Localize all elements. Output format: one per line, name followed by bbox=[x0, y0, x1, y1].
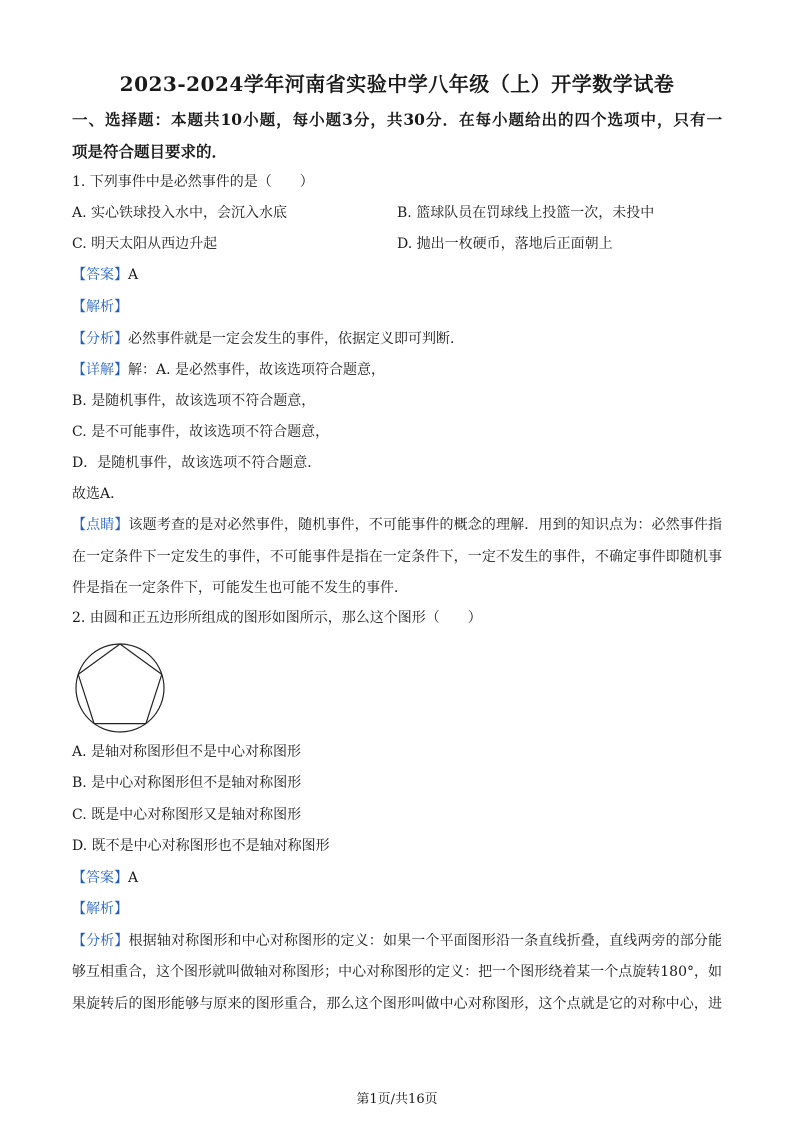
answer-value: A bbox=[128, 267, 139, 283]
comment-text-1: 该题考查的是对必然事件，随机事件，不可能事件的概念的理解．用到的知识点为：必然事件指 bbox=[128, 517, 723, 533]
fenxi-text-1: 根据轴对称图形和中心对称图形的定义：如果一个平面图形沿一条直线折叠，直线两旁的部分能 bbox=[128, 933, 723, 949]
q2-fenxi-line3: 果旋转后的图形能够与原来的图形重合，那么这个图形叫做中心对称图形，这个点就是它的对称中心，进 bbox=[72, 996, 722, 1012]
q1-fenxi bbox=[72, 329, 722, 349]
circle-pentagon-figure bbox=[72, 640, 168, 736]
q2-analysis-tag bbox=[72, 899, 722, 919]
q1-option-b: B. 篮球队员在罚球线上投篮一次，未投中 bbox=[397, 205, 655, 221]
q2-fenxi-line2: 够互相重合，这个图形就叫做轴对称图形；中心对称图形的定义：把一个图形绕着某一个点旋转180°，如 bbox=[72, 964, 722, 980]
q1-detail-b: B. 是随机事件，故该选项不符合题意， bbox=[72, 393, 316, 409]
q1-comment-line1 bbox=[72, 515, 722, 535]
detail-tag: 【详解】 bbox=[72, 362, 128, 378]
q1-option-c: C. 明天太阳从西边升起 bbox=[72, 236, 218, 252]
fenxi-tag: 【分析】 bbox=[72, 933, 129, 949]
answer-tag: 【答案】 bbox=[72, 870, 128, 886]
answer-value: A bbox=[128, 870, 139, 886]
q2-option-c: C. 既是中心对称图形又是轴对称图形 bbox=[72, 807, 302, 823]
page-number-footer: 第1页/共16页 bbox=[356, 1092, 438, 1107]
analysis-tag: 【解析】 bbox=[72, 299, 128, 315]
q1-stem: 1. 下列事件中是必然事件的是（ ） bbox=[72, 174, 314, 190]
section-heading-line2: 项是符合题目要求的． bbox=[72, 142, 228, 161]
q2-stem: 2. 由圆和正五边形所组成的图形如图所示，那么这个图形（ ） bbox=[72, 610, 482, 626]
q2-option-a: A. 是轴对称图形但不是中心对称图形 bbox=[72, 744, 302, 760]
q2-answer bbox=[72, 868, 722, 888]
q2-option-d: D. 既不是中心对称图形也不是轴对称图形 bbox=[72, 838, 330, 854]
q1-analysis-tag bbox=[72, 297, 722, 317]
q1-detail-c: C. 是不可能事件，故该选项不符合题意， bbox=[72, 424, 330, 440]
detail-text: 解：A. 是必然事件，故该选项符合题意， bbox=[128, 362, 386, 378]
fenxi-tag: 【分析】 bbox=[72, 331, 128, 347]
q1-option-a: A. 实心铁球投入水中，会沉入水底 bbox=[72, 205, 288, 221]
q1-answer bbox=[72, 265, 722, 285]
section-heading-line1: 一、选择题：本题共10小题，每小题3分，共30分．在每小题给出的四个选项中，只有一 bbox=[72, 110, 722, 129]
q1-comment-line3: 件是指在一定条件下，可能发生也可能不发生的事件． bbox=[72, 580, 408, 596]
q1-detail-d: D．是随机事件，故该选项不符合题意． bbox=[72, 455, 322, 471]
page-title: 2023-2024学年河南省实验中学八年级（上）开学数学试卷 bbox=[119, 72, 675, 96]
answer-tag: 【答案】 bbox=[72, 267, 128, 283]
q1-detail bbox=[72, 360, 722, 380]
q1-option-d: D. 抛出一枚硬币，落地后正面朝上 bbox=[397, 236, 613, 252]
q2-fenxi-line1 bbox=[72, 931, 722, 951]
fenxi-text: 必然事件就是一定会发生的事件，依据定义即可判断． bbox=[128, 331, 464, 347]
q1-conclusion: 故选A． bbox=[72, 486, 125, 502]
figure-circle bbox=[76, 644, 164, 732]
analysis-tag: 【解析】 bbox=[72, 901, 128, 917]
q1-comment-line2: 在一定条件下一定发生的事件，不可能事件是指在一定条件下，一定不发生的事件，不确定事件即随机事 bbox=[72, 549, 722, 565]
comment-tag: 【点睛】 bbox=[72, 517, 129, 533]
q2-option-b: B. 是中心对称图形但不是轴对称图形 bbox=[72, 775, 302, 791]
